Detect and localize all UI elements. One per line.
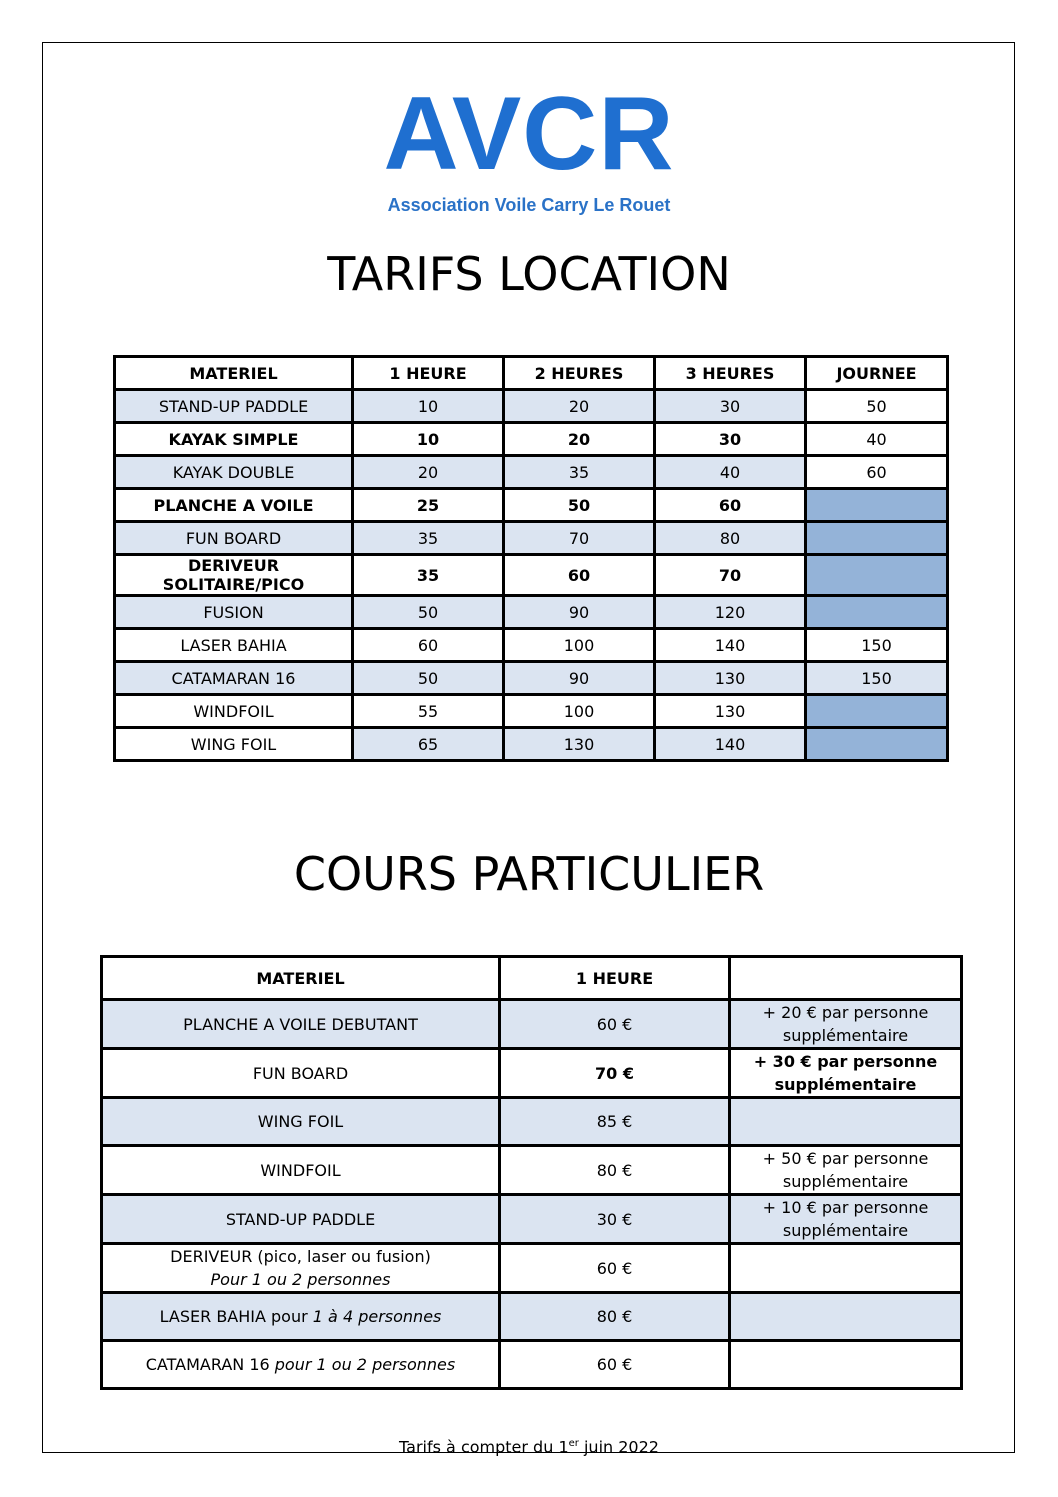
cell-price: 60 € [500, 1000, 730, 1049]
cell-price: 35 [353, 522, 504, 555]
table-row [115, 390, 948, 423]
table-row [115, 596, 948, 629]
cell-price: 90 [504, 662, 655, 695]
cell-price: 50 [353, 662, 504, 695]
cell-price: 150 [806, 629, 948, 662]
table-row [102, 1244, 962, 1293]
cell-note: + 10 € par personne supplémentaire [730, 1195, 962, 1244]
table-row [115, 423, 948, 456]
cell-price: 60 [353, 629, 504, 662]
cell-price: 100 [504, 629, 655, 662]
cell-price: 20 [353, 456, 504, 489]
cell-materiel: KAYAK SIMPLE [115, 423, 353, 456]
cell-price: 30 € [500, 1195, 730, 1244]
table-row [102, 1098, 962, 1146]
cell-price: 90 [504, 596, 655, 629]
header-journee: JOURNEE [806, 357, 948, 390]
cell-price: 50 [504, 489, 655, 522]
cell-price: 65 [353, 728, 504, 761]
cell-note: + 20 € par personne supplémentaire [730, 1000, 962, 1049]
cell-price: 30 [655, 390, 806, 423]
table-row [115, 662, 948, 695]
cell-price: 80 € [500, 1293, 730, 1341]
cell-price: 30 [655, 423, 806, 456]
cell-price: 150 [806, 662, 948, 695]
cell-materiel: DERIVEUR (pico, laser ou fusion) Pour 1 ou 2 personnes [102, 1244, 500, 1293]
table-row [115, 489, 948, 522]
cell-price: 80 [655, 522, 806, 555]
cell-materiel: WING FOIL [102, 1098, 500, 1146]
cours-header-row [102, 957, 962, 1000]
cell-note [730, 1341, 962, 1389]
cell-materiel: STAND-UP PADDLE [115, 390, 353, 423]
cell-materiel: WINDFOIL [102, 1146, 500, 1195]
cell-empty [806, 555, 948, 596]
cell-price: 60 [504, 555, 655, 596]
table-row [115, 522, 948, 555]
cell-materiel: WING FOIL [115, 728, 353, 761]
cell-materiel: FUSION [115, 596, 353, 629]
logo-subtitle: Association Voile Carry Le Rouet [387, 195, 671, 215]
cell-price: 130 [504, 728, 655, 761]
cell-materiel: LASER BAHIA pour 1 à 4 personnes [102, 1293, 500, 1341]
cell-price: 60 € [500, 1341, 730, 1389]
cell-price: 40 [655, 456, 806, 489]
cell-price: 70 € [500, 1049, 730, 1098]
table-row [102, 1293, 962, 1341]
header-1h: 1 HEURE [353, 357, 504, 390]
cell-price: 60 [806, 456, 948, 489]
cell-price: 60 € [500, 1244, 730, 1293]
cell-price: 100 [504, 695, 655, 728]
table-row [115, 456, 948, 489]
cell-materiel: KAYAK DOUBLE [115, 456, 353, 489]
cell-price: 70 [655, 555, 806, 596]
cell-note [730, 1293, 962, 1341]
cell-materiel: CATAMARAN 16 pour 1 ou 2 personnes [102, 1341, 500, 1389]
cell-price: 130 [655, 695, 806, 728]
cell-price: 20 [504, 390, 655, 423]
cell-materiel: WINDFOIL [115, 695, 353, 728]
header-2h: 2 HEURES [504, 357, 655, 390]
cell-price: 85 € [500, 1098, 730, 1146]
footer-note: Tarifs à compter du 1er juin 2022 [399, 1437, 659, 1457]
cell-price: 130 [655, 662, 806, 695]
cell-note: + 50 € par personne supplémentaire [730, 1146, 962, 1195]
header-1h: 1 HEURE [500, 957, 730, 1000]
cell-price: 140 [655, 728, 806, 761]
table-row [102, 1341, 962, 1389]
location-table [113, 355, 949, 762]
header-extra [730, 957, 962, 1000]
cell-price: 35 [353, 555, 504, 596]
cell-price: 80 € [500, 1146, 730, 1195]
cell-price: 40 [806, 423, 948, 456]
cell-price: 120 [655, 596, 806, 629]
cours-title: COURS PARTICULIER [293, 847, 765, 901]
cell-price: 55 [353, 695, 504, 728]
table-row [115, 629, 948, 662]
cell-empty [806, 728, 948, 761]
cell-materiel: STAND-UP PADDLE [102, 1195, 500, 1244]
table-row [115, 728, 948, 761]
cours-table [100, 955, 963, 1390]
table-row [102, 1195, 962, 1244]
cell-materiel: PLANCHE A VOILE DEBUTANT [102, 1000, 500, 1049]
cell-price: 60 [655, 489, 806, 522]
cell-empty [806, 695, 948, 728]
cell-price: 10 [353, 423, 504, 456]
cell-materiel: CATAMARAN 16 [115, 662, 353, 695]
table-row [115, 555, 948, 596]
cell-empty [806, 596, 948, 629]
cell-note [730, 1244, 962, 1293]
cell-empty [806, 489, 948, 522]
header-3h: 3 HEURES [655, 357, 806, 390]
cell-price: 140 [655, 629, 806, 662]
table-row [115, 695, 948, 728]
cell-price: 20 [504, 423, 655, 456]
cell-price: 70 [504, 522, 655, 555]
table-row [102, 1146, 962, 1195]
cell-materiel: PLANCHE A VOILE [115, 489, 353, 522]
cell-empty [806, 522, 948, 555]
header-materiel: MATERIEL [115, 357, 353, 390]
cell-price: 10 [353, 390, 504, 423]
cell-price: 50 [353, 596, 504, 629]
cell-materiel: FUN BOARD [115, 522, 353, 555]
cell-materiel: DERIVEUR SOLITAIRE/PICO [115, 555, 353, 596]
location-header-row [115, 357, 948, 390]
cell-materiel: FUN BOARD [102, 1049, 500, 1098]
cell-note [730, 1098, 962, 1146]
location-title: TARIFS LOCATION [327, 247, 731, 301]
table-row [102, 1049, 962, 1098]
cell-note: + 30 € par personne supplémentaire [730, 1049, 962, 1098]
cell-price: 35 [504, 456, 655, 489]
logo-avcr: AVCR [383, 76, 675, 192]
cell-price: 50 [806, 390, 948, 423]
table-row [102, 1000, 962, 1049]
cell-materiel: LASER BAHIA [115, 629, 353, 662]
header-materiel: MATERIEL [102, 957, 500, 1000]
cell-price: 25 [353, 489, 504, 522]
